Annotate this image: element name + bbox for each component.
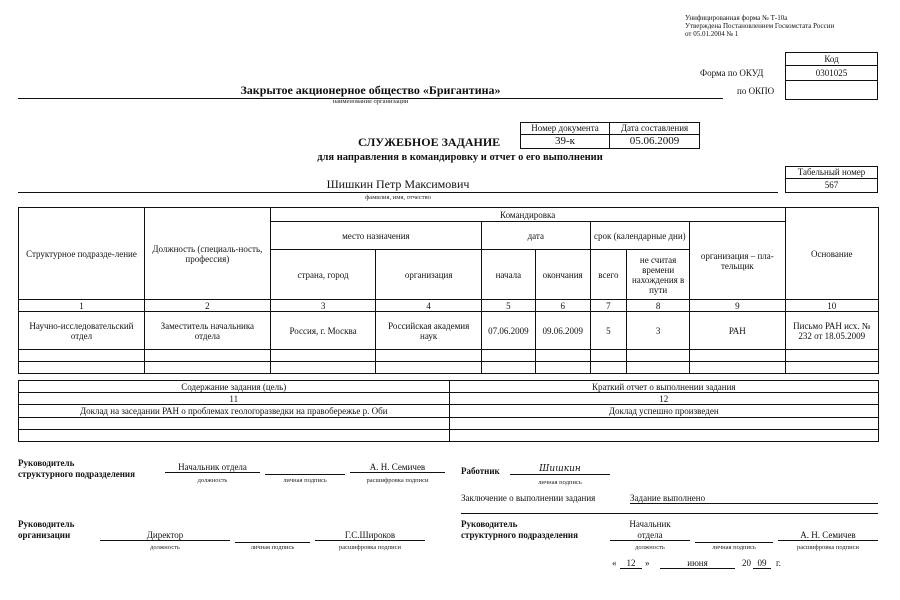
date-close: » bbox=[645, 558, 650, 568]
caption-signature: личная подпись bbox=[250, 544, 295, 551]
h-start: начала bbox=[481, 250, 535, 300]
h-position: Должность (специаль-ность, профессия) bbox=[144, 208, 270, 300]
caption-signature: личная подпись bbox=[712, 544, 756, 551]
h-basis: Основание bbox=[785, 208, 878, 300]
caption-position: должность bbox=[150, 544, 180, 551]
col-num: 5 bbox=[481, 300, 535, 312]
n-content: 11 bbox=[19, 393, 450, 405]
cell-dept: Научно-исследовательский отдел bbox=[19, 312, 145, 350]
org-head-position: Директор bbox=[100, 530, 230, 541]
cell-city: Россия, г. Москва bbox=[270, 312, 376, 350]
cell-start: 07.06.2009 bbox=[481, 312, 535, 350]
dept-head2-position1: Начальник bbox=[629, 519, 671, 529]
col-num: 10 bbox=[785, 300, 878, 312]
caption-position: должность bbox=[197, 477, 228, 484]
okpo-value bbox=[785, 80, 878, 100]
org-head-name: Г.С.Широков bbox=[315, 530, 425, 541]
date-day: 12 bbox=[620, 558, 642, 569]
dept-head-position: Начальник отдела bbox=[165, 462, 260, 473]
h-report: Краткий отчет о выполнении задания bbox=[449, 381, 879, 393]
h-total: всего bbox=[590, 250, 627, 300]
caption-decoding: расшифровка подписи bbox=[796, 544, 860, 551]
h-dest: место назначения bbox=[270, 222, 481, 250]
okud-label: Форма по ОКУД bbox=[700, 68, 764, 78]
h-payer: организация – пла-тельщик bbox=[690, 222, 785, 300]
form-info bbox=[685, 14, 834, 38]
date-open: « bbox=[612, 558, 617, 568]
doc-title: СЛУЖЕБНОЕ ЗАДАНИЕ bbox=[358, 135, 501, 149]
trip-table bbox=[18, 207, 879, 374]
task-table bbox=[18, 380, 879, 442]
doc-date-label: Дата составления bbox=[609, 122, 700, 135]
caption-decoding: расшифровка подписи bbox=[366, 477, 429, 484]
dept-head2-position2: отдела bbox=[610, 530, 690, 541]
okud-value: 0301025 bbox=[785, 65, 878, 81]
table-row bbox=[19, 405, 879, 418]
doc-number: 39-к bbox=[520, 134, 610, 149]
doc-date: 05.06.2009 bbox=[609, 134, 700, 149]
table-row bbox=[19, 350, 879, 362]
col-num: 6 bbox=[535, 300, 590, 312]
org-head-signature bbox=[235, 530, 310, 543]
form-info-line2: Утверждена Постановлением Госкомстата России bbox=[685, 22, 835, 30]
table-row bbox=[19, 312, 879, 350]
cell-total: 5 bbox=[590, 312, 627, 350]
n-report: 12 bbox=[449, 393, 879, 405]
dept-head2-signature bbox=[695, 530, 773, 543]
doc-number-label: Номер документа bbox=[520, 122, 610, 135]
col-num: 1 bbox=[19, 300, 145, 312]
caption-position: должность bbox=[635, 544, 665, 551]
h-term: срок (календарные дни) bbox=[590, 222, 689, 250]
col-num: 4 bbox=[376, 300, 482, 312]
okpo-label: по ОКПО bbox=[737, 86, 775, 96]
table-row bbox=[19, 362, 879, 374]
dept-head-signature bbox=[265, 462, 345, 475]
date-month: июня bbox=[660, 558, 735, 569]
cell-payer: РАН bbox=[690, 312, 785, 350]
employee-caption: фамилия, имя, отчество bbox=[365, 194, 431, 201]
tab-number-label: Табельный номер bbox=[785, 166, 878, 179]
code-header: Код bbox=[785, 52, 878, 66]
dept-head2-label: Руководитель структурного подразделения bbox=[461, 519, 578, 540]
date-year: 09 bbox=[753, 558, 771, 569]
cell-excl: 3 bbox=[627, 312, 690, 350]
caption-signature: личная подпись bbox=[283, 477, 327, 484]
col-num: 7 bbox=[590, 300, 627, 312]
h-org: организация bbox=[376, 250, 482, 300]
worker-label: Работник bbox=[461, 466, 500, 476]
caption-signature: личная подпись bbox=[538, 479, 582, 486]
employee-name: Шишкин Петр Максимович bbox=[18, 177, 778, 193]
col-num: 8 bbox=[627, 300, 690, 312]
task-content: Доклад на заседании РАН о проблемах геологоразведки на правобережье р. Оби bbox=[19, 405, 450, 418]
col-num: 2 bbox=[144, 300, 270, 312]
h-city: страна, город bbox=[270, 250, 376, 300]
form-info-line3: от 05.01.2004 № 1 bbox=[685, 30, 739, 38]
table-row bbox=[19, 418, 879, 430]
dept-head-name: А. Н. Семичев bbox=[350, 462, 445, 473]
dept-head2-name: А. Н. Семичев bbox=[778, 530, 878, 541]
date-suffix: г. bbox=[776, 558, 781, 568]
organization-caption: наименование организации bbox=[332, 98, 409, 105]
h-end: окончания bbox=[535, 250, 590, 300]
h-trip: Командировка bbox=[270, 208, 785, 222]
cell-end: 09.06.2009 bbox=[535, 312, 590, 350]
org-head-label: Руководитель организации bbox=[18, 519, 75, 540]
form-info-line1: Унифицированная форма № Т-10а bbox=[685, 14, 788, 22]
h-dept: Структурное подразде-ление bbox=[19, 208, 145, 300]
caption-decoding: расшифровка подписи bbox=[338, 544, 402, 551]
col-num: 9 bbox=[690, 300, 785, 312]
organization-name: Закрытое акционерное общество «Бригантина» bbox=[18, 83, 723, 99]
cell-position: Заместитель начальника отдела bbox=[144, 312, 270, 350]
worker-signature: Шишкин bbox=[510, 464, 610, 475]
table-row bbox=[19, 430, 879, 442]
cell-basis: Письмо РАН исх. № 232 от 18.05.2009 bbox=[785, 312, 878, 350]
conclusion-extra-line bbox=[461, 512, 878, 514]
dept-head-label: Руководитель структурного подразделения bbox=[18, 458, 135, 479]
h-date: дата bbox=[481, 222, 590, 250]
h-content: Содержание задания (цель) bbox=[19, 381, 450, 393]
col-num: 3 bbox=[270, 300, 376, 312]
date-year-prefix: 20 bbox=[742, 558, 751, 568]
h-excl: не считая времени нахождения в пути bbox=[627, 250, 690, 300]
conclusion-label: Заключение о выполнении задания bbox=[461, 493, 596, 503]
tab-number-value: 567 bbox=[785, 178, 878, 193]
task-report: Доклад успешно произведен bbox=[449, 405, 879, 418]
conclusion-value: Задание выполнено bbox=[630, 493, 878, 504]
cell-org: Российская академия наук bbox=[376, 312, 482, 350]
doc-subtitle: для направления в командировку и отчет о его выполнении bbox=[317, 152, 603, 163]
